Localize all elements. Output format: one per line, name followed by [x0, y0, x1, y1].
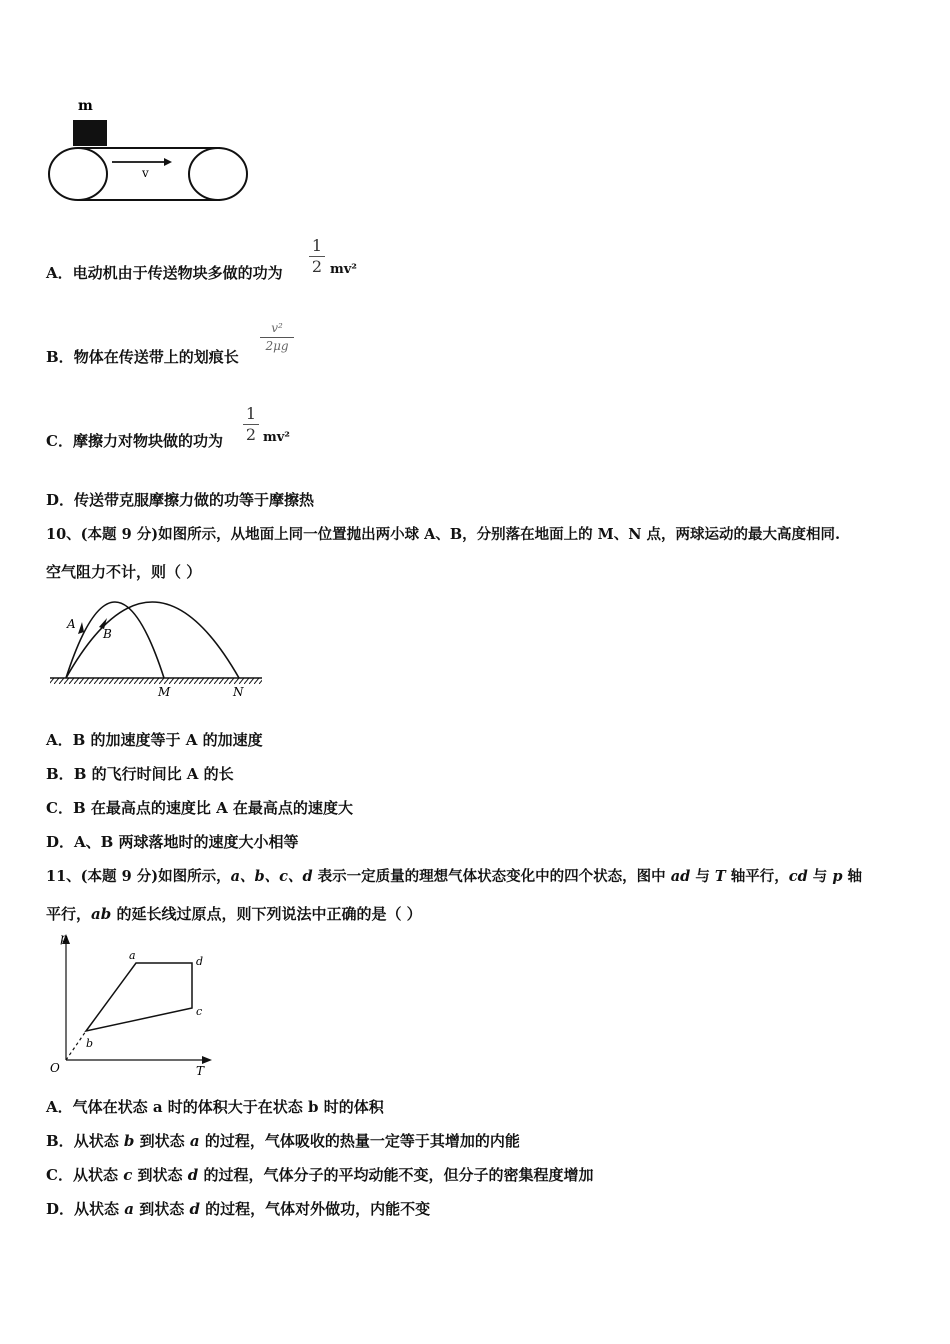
q10-stem-line2: 空气阻力不计，则（ ）: [46, 563, 202, 581]
label-d: d: [196, 955, 204, 968]
label-t: T: [196, 1064, 205, 1078]
q9-a-fraction: 1 2: [309, 236, 325, 277]
q9-option-d: D．传送带克服摩擦力做的功等于摩擦热: [46, 491, 315, 509]
q11-option-c: C．从状态 c 到状态 d 的过程，气体分子的平均动能不变，但分子的密集程度增加: [46, 1166, 594, 1184]
label-o: O: [50, 1061, 60, 1075]
q10-stem-line1: 10、(本题 9 分)如图所示，从地面上同一位置抛出两小球 A、B，分别落在地面上的 M、N 点，两球运动的最大高度相同.: [46, 526, 841, 543]
q10-option-d: D．A、B 两球落地时的速度大小相等: [46, 833, 299, 851]
q11-option-a: A．气体在状态 a 时的体积大于在状态 b 时的体积: [46, 1098, 384, 1116]
label-m: M: [158, 685, 171, 699]
q9-a-tail: mv²: [330, 262, 358, 277]
q10-option-c: C．B 在最高点的速度比 A 在最高点的速度大: [46, 799, 353, 817]
ground-hatching: [50, 678, 262, 684]
q11-option-d: D．从状态 a 到状态 d 的过程，气体对外做功，内能不变: [46, 1200, 431, 1218]
t-axis-arrow: [202, 1056, 212, 1064]
label-a: a: [129, 949, 136, 962]
label-b: b: [86, 1037, 94, 1050]
label-c: c: [196, 1005, 203, 1018]
velocity-label: v: [142, 166, 149, 180]
trajectory-b: [66, 602, 239, 678]
q9-option-b: B．物体在传送带上的划痕长: [46, 348, 239, 366]
q9-option-c: C．摩擦力对物块做的功为: [46, 432, 223, 450]
q9-option-a: A．电动机由于传送物块多做的功为: [46, 264, 283, 282]
right-pulley: [189, 148, 247, 200]
velocity-arrowhead: [164, 158, 172, 166]
extension-line: [66, 1031, 86, 1060]
label-p: p: [60, 931, 68, 945]
q11-stem-line1: 11、(本题 9 分)如图所示，a、b、c、d 表示一定质量的理想气体状态变化中的四个状态，图中 ad 与 T 轴平行，cd 与 p 轴: [46, 868, 863, 885]
trajectory-a: [66, 602, 164, 678]
cycle-path: [86, 963, 192, 1031]
label-b: B: [103, 627, 112, 641]
arrow-a: [78, 622, 84, 634]
projectile-figure: [44, 594, 269, 702]
label-a: A: [67, 617, 76, 631]
label-n: N: [233, 685, 244, 699]
block: [73, 120, 107, 146]
q9-c-fraction: 1 2: [243, 404, 259, 445]
q11-stem-line2: 平行，ab 的延长线过原点，则下列说法中正确的是（ ）: [46, 905, 422, 923]
q11-option-b: B．从状态 b 到状态 a 的过程，气体吸收的热量一定等于其增加的内能: [46, 1132, 520, 1150]
left-pulley: [49, 148, 107, 200]
q10-option-a: A．B 的加速度等于 A 的加速度: [46, 731, 263, 749]
q9-c-tail: mv²: [263, 430, 291, 445]
mass-label: m: [78, 98, 93, 114]
conveyor-belt-figure: [40, 92, 255, 207]
q9-b-fraction: v² 2μg: [260, 320, 294, 355]
q10-option-b: B．B 的飞行时间比 A 的长: [46, 765, 234, 783]
pt-diagram: [44, 928, 224, 1080]
